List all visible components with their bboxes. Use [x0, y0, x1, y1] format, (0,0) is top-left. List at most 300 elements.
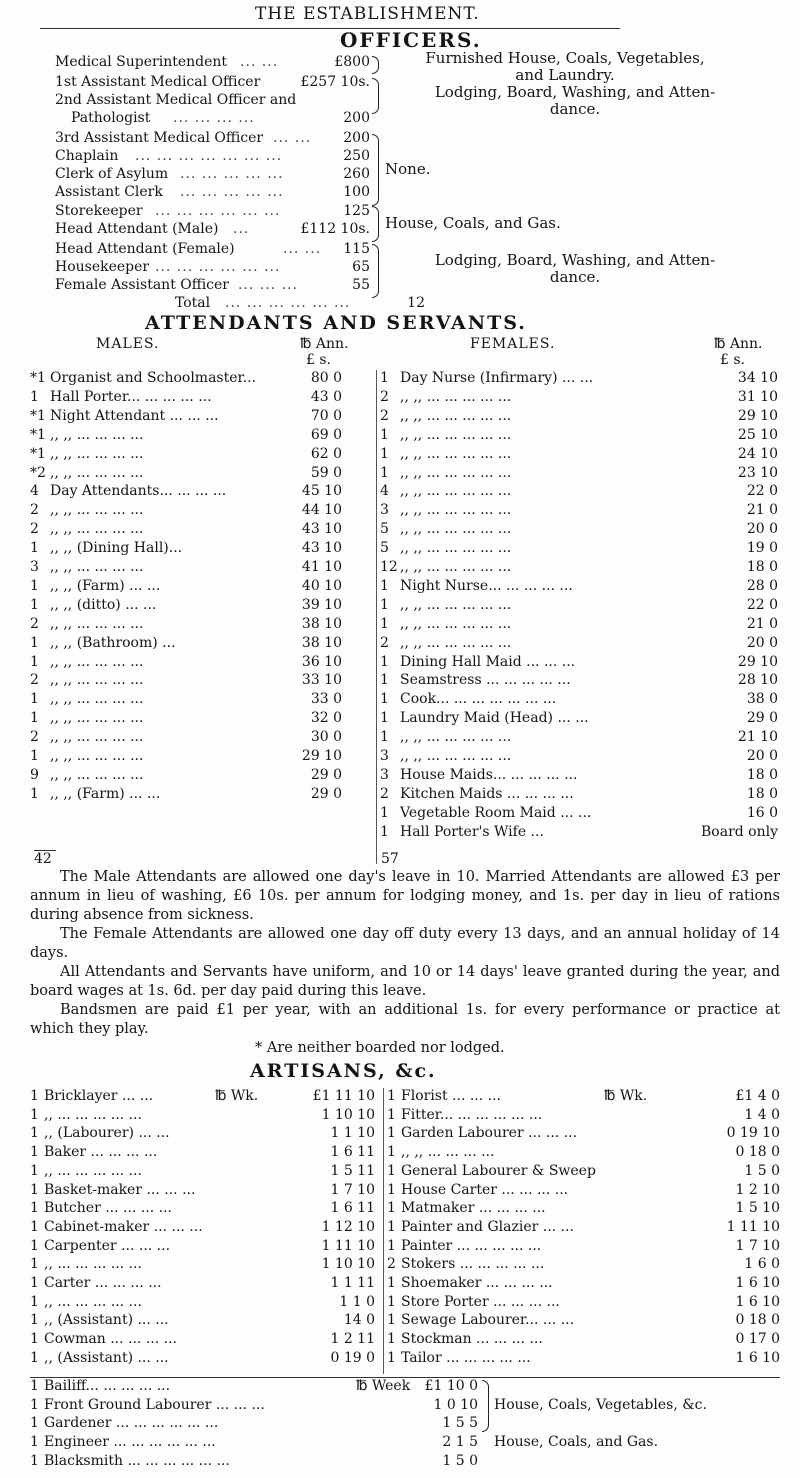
role: ,, ,, ... ... ... ... ...	[400, 426, 512, 443]
trade: ,, (Assistant) ... ...	[44, 1312, 169, 1329]
bottom-note: House, Coals, Vegetables, &c.	[494, 1397, 707, 1413]
table-row	[380, 635, 778, 654]
count: 1	[380, 445, 389, 462]
wage: 43 10	[301, 521, 342, 538]
wage: 1 2 10	[735, 1181, 780, 1198]
wage: 20 0	[746, 634, 778, 651]
table-row	[30, 408, 342, 427]
count: *1	[30, 426, 46, 443]
count: *1	[30, 370, 46, 386]
role: Vegetable Room Maid ... ...	[400, 804, 592, 821]
table-row	[30, 748, 342, 767]
table-row	[30, 521, 342, 540]
trade: Florist ... ... ...	[401, 1088, 502, 1104]
table-row	[30, 427, 342, 446]
role: ,, ,, ... ... ... ...	[50, 691, 144, 708]
trade: House Carter ... ... ... ...	[401, 1181, 569, 1198]
role: ,, ,, ... ... ... ...	[50, 729, 144, 746]
officer-name: Medical Superintendent	[55, 54, 228, 70]
role: ,, ,, (Farm) ... ...	[50, 785, 161, 802]
table-row	[387, 1200, 780, 1219]
officer-name: Head Attendant (Male)	[55, 221, 219, 237]
table-row	[387, 1182, 780, 1201]
count: 2	[30, 729, 39, 746]
wage: 2 1 5	[442, 1434, 478, 1451]
role: ,, ,, ... ... ... ... ...	[400, 596, 512, 613]
count: 1	[387, 1162, 396, 1179]
count: 1	[30, 1088, 39, 1104]
table-row	[30, 1415, 478, 1434]
males-total: 42	[34, 851, 52, 867]
header-rule	[40, 28, 620, 29]
table-row	[30, 1088, 375, 1107]
count: 1	[30, 1256, 39, 1273]
wage: 1 1 0	[339, 1293, 375, 1310]
officer-salary: 250	[343, 148, 370, 164]
table-row	[30, 1163, 375, 1182]
wage: 43 0	[310, 388, 342, 405]
count: 1	[380, 426, 389, 443]
table-row	[380, 446, 778, 465]
role: Hall Porter... ... ... ... ...	[50, 388, 212, 405]
paragraph: All Attendants and Servants have uniform, and 10 or 14 days' leave granted during the year, and board wages at 1s. 6d. per day paid during this leave.	[30, 964, 780, 999]
table-row	[380, 540, 778, 559]
count: 1	[387, 1125, 396, 1142]
table-row	[30, 1350, 375, 1369]
table-row	[380, 370, 778, 389]
wage: 45 10	[301, 483, 342, 500]
currency-male: £ s.	[306, 352, 331, 368]
table-row	[30, 1331, 375, 1350]
officer-leader: ... ... ... ... ... ... ...	[135, 148, 283, 164]
count: 1	[30, 1349, 39, 1366]
count: 1	[387, 1237, 396, 1254]
role: ,, ,, ... ... ... ...	[50, 766, 144, 783]
table-row	[387, 1107, 780, 1126]
females-table	[380, 370, 778, 850]
table-row	[30, 729, 342, 748]
count: 2	[30, 521, 39, 538]
officer-salary: 125	[343, 203, 370, 219]
trade: Store Porter ... ... ... ...	[401, 1293, 560, 1310]
table-row	[387, 1144, 780, 1163]
trade: Baker ... ... ... ...	[44, 1144, 158, 1161]
officer-leader: ... ... ... ... ... ...	[155, 203, 281, 219]
trade: General Labourer & Sweep	[401, 1162, 596, 1179]
wage: 29 0	[310, 785, 342, 802]
wage: 38 0	[746, 691, 778, 708]
wage: 1 6 0	[744, 1256, 780, 1273]
per-annum-male: ℔ Ann.	[300, 336, 349, 352]
wage: 14 0	[343, 1312, 375, 1329]
column-divider	[376, 370, 378, 864]
role: ,, ,, ... ... ... ... ...	[400, 729, 512, 746]
role: Seamstress ... ... ... ... ...	[400, 672, 571, 689]
count: 3	[380, 766, 389, 783]
wage: 21 0	[746, 502, 778, 519]
wage: 0 17 0	[735, 1331, 780, 1348]
wage: 18 0	[746, 785, 778, 802]
trade: Garden Labourer ... ... ...	[401, 1125, 578, 1142]
role: ,, ,, ... ... ... ... ...	[400, 407, 512, 424]
role: ,, ,, ... ... ... ...	[50, 502, 144, 519]
count: 1	[380, 672, 389, 689]
artisans-right-header: ℔ Wk.	[604, 1088, 648, 1104]
count: 1	[30, 540, 39, 557]
officer-name: Head Attendant (Female)	[55, 241, 235, 257]
table-row	[387, 1256, 780, 1275]
wage: 1 6 10	[735, 1349, 780, 1366]
trade: Cabinet-maker ... ... ...	[44, 1218, 203, 1235]
table-row	[30, 1453, 478, 1472]
officer-name: Pathologist	[71, 110, 151, 126]
table-row	[380, 465, 778, 484]
count: *1	[30, 445, 46, 462]
artisans-bottom-table	[30, 1378, 478, 1478]
role: ,, ,, ... ... ... ... ...	[400, 388, 512, 405]
wage: 0 18 0	[735, 1144, 780, 1161]
wage: 39 10	[301, 596, 342, 613]
count: 3	[30, 559, 39, 575]
table-row	[30, 616, 342, 635]
table-row	[380, 805, 778, 824]
count: 1	[30, 785, 39, 802]
wage: 41 10	[301, 559, 342, 575]
trade: Tailor ... ... ... ... ...	[401, 1349, 531, 1366]
wage: 1 1 10	[330, 1125, 375, 1142]
role: ,, ,, ... ... ... ...	[50, 445, 144, 462]
artisans-left-table	[30, 1088, 375, 1378]
officers-total: 12	[407, 295, 425, 311]
count: 1	[387, 1293, 396, 1310]
count: 1	[380, 370, 389, 386]
count: 1	[30, 1200, 39, 1217]
wage: 1 5 0	[442, 1452, 478, 1469]
officer-name: Housekeeper	[55, 259, 150, 275]
role: ,, ,, ... ... ... ... ...	[400, 445, 512, 462]
role: ,, ,, (Dining Hall)...	[50, 540, 183, 557]
females-label: FEMALES.	[470, 336, 556, 352]
count: 1	[380, 710, 389, 727]
role: ,, ,, ... ... ... ...	[50, 521, 144, 538]
wage: 22 0	[746, 596, 778, 613]
brace	[372, 56, 379, 74]
table-row	[380, 691, 778, 710]
table-row	[380, 824, 778, 843]
trade: ,, ... ... ... ... ...	[44, 1256, 142, 1273]
count: 1	[380, 464, 389, 481]
trade: Stockman ... ... ... ...	[401, 1331, 543, 1348]
officer-leader: ... ...	[283, 241, 322, 257]
count: 1	[30, 388, 39, 405]
count: 1	[387, 1088, 396, 1104]
count: 5	[380, 540, 389, 557]
footnote: * Are neither boarded nor lodged.	[255, 1040, 505, 1056]
count: 3	[380, 502, 389, 519]
officer-salary: £257 10s.	[300, 74, 370, 90]
wage: 0 19 0	[330, 1349, 375, 1366]
attendants-title: ATTENDANTS AND SERVANTS.	[145, 312, 527, 334]
wage: 29 10	[737, 407, 778, 424]
wage: 1 6 11	[330, 1144, 375, 1161]
count: 1	[30, 634, 39, 651]
count: 5	[380, 521, 389, 538]
officer-leader: ... ... ... ... ...	[180, 166, 284, 182]
wage: 33 0	[310, 691, 342, 708]
count: 1	[30, 748, 39, 764]
count: 1	[387, 1218, 396, 1235]
wage: 30 0	[310, 729, 342, 746]
table-row	[30, 710, 342, 729]
role: ,, ,, ... ... ... ...	[50, 748, 144, 764]
table-row	[30, 654, 342, 673]
role: ,, ,, ... ... ... ... ...	[400, 634, 512, 651]
table-row	[30, 483, 342, 502]
count: 1	[380, 804, 389, 821]
wage: 16 0	[746, 804, 778, 821]
role: ,, ,, ... ... ... ... ...	[400, 748, 512, 764]
count: 1	[30, 1106, 39, 1123]
trade: Engineer ... ... ... ... ... ...	[44, 1434, 216, 1451]
per-week-header: ℔ Week	[356, 1378, 411, 1394]
wage: 21 10	[737, 729, 778, 746]
table-row	[30, 465, 342, 484]
role: ,, ,, ... ... ... ... ...	[400, 540, 512, 557]
trade: Matmaker ... ... ... ...	[401, 1200, 546, 1217]
count: 1	[30, 653, 39, 670]
trade: ,, (Labourer) ... ...	[44, 1125, 170, 1142]
count: 1	[380, 577, 389, 594]
count: 1	[30, 1144, 39, 1161]
table-row	[380, 748, 778, 767]
role: ,, ,, ... ... ... ...	[50, 653, 144, 670]
table-row	[380, 483, 778, 502]
role: ,, ,, ... ... ... ... ...	[400, 464, 512, 481]
table-row	[30, 1275, 375, 1294]
count: 1	[30, 1378, 39, 1394]
brace	[372, 78, 379, 114]
count: 1	[387, 1349, 396, 1366]
trade: Painter ... ... ... ... ...	[401, 1237, 542, 1254]
table-row	[30, 1238, 375, 1257]
role: ,, ,, ... ... ... ... ...	[400, 483, 512, 500]
officer-name: Female Assistant Officer	[55, 277, 229, 293]
table-row	[30, 597, 342, 616]
wage: 36 10	[301, 653, 342, 670]
running-header: THE ESTABLISHMENT.	[255, 4, 480, 24]
trade: Bailiff... ... ... ... ...	[44, 1378, 171, 1394]
officer-note: Lodging, Board, Washing, and Atten- dance.	[434, 83, 716, 118]
wage: 25 10	[737, 426, 778, 443]
count: *1	[30, 407, 46, 424]
role: ,, ,, ... ... ... ... ...	[400, 615, 512, 632]
count: 1	[387, 1106, 396, 1123]
count: 2	[387, 1256, 396, 1273]
wage: 21 0	[746, 615, 778, 632]
wage: 28 10	[737, 672, 778, 689]
role: ,, ,, ... ... ... ...	[50, 559, 144, 575]
wage: 29 10	[301, 748, 342, 764]
table-row	[380, 408, 778, 427]
table-row	[30, 1107, 375, 1126]
per-annum-female: ℔ Ann.	[714, 336, 763, 352]
officer-name: 2nd Assistant Medical Officer and	[55, 92, 297, 108]
wage: 1 10 10	[321, 1106, 375, 1123]
table-row	[380, 597, 778, 616]
officer-salary: £800	[334, 54, 370, 70]
officer-note: House, Coals, and Gas.	[385, 214, 561, 232]
count: 4	[380, 483, 389, 500]
table-row	[30, 1200, 375, 1219]
role: ,, ,, (ditto) ... ...	[50, 596, 157, 613]
role: ,, ,, ... ... ... ...	[50, 464, 144, 481]
table-row	[387, 1238, 780, 1257]
wage: 1 6 11	[330, 1200, 375, 1217]
officer-salary: 65	[352, 259, 370, 275]
count: 2	[30, 672, 39, 689]
officer-leader: ... ... ...	[238, 277, 298, 293]
currency-female: £ s.	[720, 352, 745, 368]
wage: 29 0	[746, 710, 778, 727]
count: 1	[30, 1452, 39, 1469]
officer-salary: 115	[343, 241, 370, 257]
count: 4	[30, 483, 39, 500]
trade: Painter and Glazier ... ...	[401, 1218, 574, 1235]
count: 1	[30, 1125, 39, 1142]
artisans-right-table	[387, 1088, 780, 1378]
count: 1	[380, 729, 389, 746]
wage: 33 10	[301, 672, 342, 689]
table-row	[30, 446, 342, 465]
wage: 20 0	[746, 748, 778, 764]
officer-salary: 100	[343, 184, 370, 200]
table-row	[30, 1294, 375, 1313]
officer-leader: ... ... ... ...	[173, 110, 255, 126]
officer-leader: ... ... ... ... ... ...	[225, 295, 351, 311]
count: 1	[380, 823, 389, 840]
trade: ,, ... ... ... ... ...	[44, 1106, 142, 1123]
officers-title: OFFICERS.	[340, 28, 482, 52]
officer-name: Clerk of Asylum	[55, 166, 169, 182]
wage: 59 0	[310, 464, 342, 481]
paragraph: The Male Attendants are allowed one day's leave in 10. Married Attendants are allowed £3 per annum in lieu of washing, £6 10s. per annum for lodging money, and 1s. per day in lieu of rations during absence from sickness.	[30, 869, 780, 923]
count: 1	[30, 1331, 39, 1348]
count: 1	[387, 1331, 396, 1348]
trade: Shoemaker ... ... ... ...	[401, 1275, 553, 1291]
wage: 1 6 10	[735, 1293, 780, 1310]
role: Organist and Schoolmaster...	[50, 370, 257, 386]
count: 1	[387, 1144, 396, 1161]
officer-note: Lodging, Board, Washing, and Atten- dance.	[434, 251, 716, 286]
officer-note: Furnished House, Coals, Vegetables, and Laundry.	[425, 49, 705, 84]
table-row	[387, 1294, 780, 1313]
role: Kitchen Maids ... ... ... ...	[400, 785, 574, 802]
count: 1	[30, 1415, 39, 1432]
count: *2	[30, 464, 46, 481]
wage: 1 5 10	[735, 1200, 780, 1217]
count: 12	[380, 559, 398, 575]
table-row	[380, 578, 778, 597]
trade: ,, ,, ... ... ... ...	[401, 1144, 495, 1161]
brace	[372, 206, 379, 242]
table-row	[30, 1256, 375, 1275]
officer-salary: 200	[343, 110, 370, 126]
table-row	[380, 767, 778, 786]
officer-leader: ... ...	[240, 54, 279, 70]
wage: 1 0 10	[433, 1396, 478, 1413]
wage: 38 10	[301, 634, 342, 651]
table-row	[387, 1219, 780, 1238]
officer-leader: ...	[233, 221, 250, 237]
table-row	[30, 1182, 375, 1201]
table-row	[380, 654, 778, 673]
role: Day Attendants... ... ... ...	[50, 483, 227, 500]
count: 1	[387, 1181, 396, 1198]
wage: 23 10	[737, 464, 778, 481]
wage: 1 7 10	[330, 1181, 375, 1198]
table-row	[30, 1434, 478, 1453]
table-row	[380, 786, 778, 805]
count: 1	[30, 1312, 39, 1329]
trade: Cowman ... ... ... ...	[44, 1331, 177, 1348]
count: 2	[380, 785, 389, 802]
officer-name: 3rd Assistant Medical Officer	[55, 130, 264, 146]
wage: 1 5 11	[330, 1162, 375, 1179]
table-row	[30, 540, 342, 559]
table-row	[30, 786, 342, 805]
officer-salary: 200	[343, 130, 370, 146]
role: ,, ,, ... ... ... ...	[50, 672, 144, 689]
wage: 70 0	[310, 407, 342, 424]
paragraph: Bandsmen are paid £1 per year, with an additional 1s. for every performance or practice at which they play.	[30, 1002, 780, 1037]
role: Cook... ... ... ... ... ... ...	[400, 691, 557, 708]
officer-name: Assistant Clerk	[55, 184, 163, 200]
table-row	[380, 616, 778, 635]
brace	[372, 134, 379, 206]
wage: 1 5 0	[744, 1162, 780, 1179]
wage: 34 10	[737, 370, 778, 386]
role: ,, ,, ... ... ... ...	[50, 710, 144, 727]
table-row	[30, 389, 342, 408]
wage: 1 12 10	[321, 1218, 375, 1235]
wage: 40 10	[301, 577, 342, 594]
females-total: 57	[381, 851, 399, 867]
wage: 22 0	[746, 483, 778, 500]
trade: Basket-maker ... ... ...	[44, 1181, 196, 1198]
role: Hall Porter's Wife ...	[400, 823, 544, 840]
officer-name: 1st Assistant Medical Officer	[55, 74, 261, 90]
wage: 69 0	[310, 426, 342, 443]
wage: 43 10	[301, 540, 342, 557]
wage: 31 10	[737, 388, 778, 405]
table-row	[30, 578, 342, 597]
count: 2	[380, 388, 389, 405]
count: 9	[30, 766, 39, 783]
table-row	[30, 767, 342, 786]
table-row	[387, 1331, 780, 1350]
count: 2	[380, 634, 389, 651]
table-row	[387, 1163, 780, 1182]
wage: 1 11 10	[321, 1237, 375, 1254]
count: 1	[30, 1218, 39, 1235]
role: Day Nurse (Infirmary) ... ...	[400, 370, 594, 386]
wage: 1 2 11	[330, 1331, 375, 1348]
males-table	[30, 370, 342, 802]
officer-name: Chaplain	[55, 148, 119, 164]
wage: 20 0	[746, 521, 778, 538]
count: 1	[387, 1312, 396, 1329]
column-divider	[383, 1088, 385, 1374]
